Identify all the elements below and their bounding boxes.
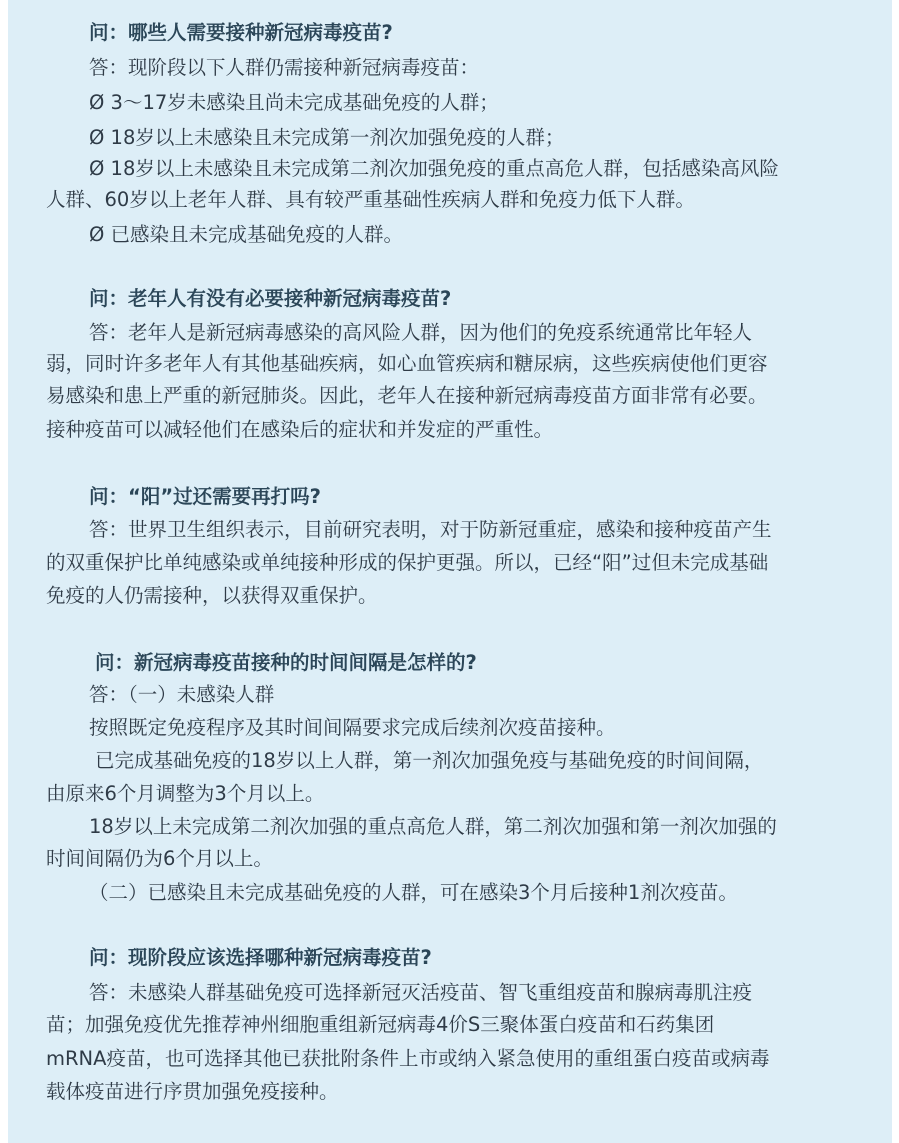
answer-2-line-4: 接种疫苗可以减轻他们在感染后的症状和并发症的严重性。 <box>46 418 554 441</box>
answer-2-line-2: 弱，同时许多老年人有其他基础疾病，如心血管疾病和糖尿病，这些疾病使他们更容 <box>46 352 768 375</box>
question-1: 问：哪些人需要接种新冠病毒疫苗? <box>89 21 393 44</box>
question-5: 问：现阶段应该选择哪种新冠病毒疫苗? <box>89 946 432 969</box>
answer-4-line-3: 已完成基础免疫的18岁以上人群，第一剂次加强免疫与基础免疫的时间间隔， <box>95 749 764 772</box>
answer-5-line-2: 苗；加强免疫优先推荐神州细胞重组新冠病毒4价S三聚体蛋白疫苗和石药集团 <box>46 1013 715 1036</box>
answer-5-line-4: 载体疫苗进行序贯加强免疫接种。 <box>46 1080 339 1103</box>
answer-5-line-1: 答：未感染人群基础免疫可选择新冠灭活疫苗、智飞重组疫苗和腺病毒肌注疫 <box>89 981 753 1004</box>
answer-3-line-3: 免疫的人仍需接种，以获得双重保护。 <box>46 584 378 607</box>
answer-1-line-1: 答：现阶段以下人群仍需接种新冠病毒疫苗： <box>89 56 480 79</box>
answer-4-line-1: 答：（一）未感染人群 <box>89 683 275 706</box>
answer-3-line-1: 答：世界卫生组织表示，目前研究表明，对于防新冠重症，感染和接种疫苗产生 <box>89 518 772 541</box>
answer-5-line-3: mRNA疫苗，也可选择其他已获批附条件上市或纳入紧急使用的重组蛋白疫苗或病毒 <box>46 1047 770 1070</box>
answer-1-line-3: Ø 18岁以上未感染且未完成第一剂次加强免疫的人群； <box>89 126 565 149</box>
answer-2-line-3: 易感染和患上严重的新冠肺炎。因此，老年人在接种新冠病毒疫苗方面非常有必要。 <box>46 384 768 407</box>
answer-1-line-2: Ø 3～17岁未感染且尚未完成基础免疫的人群； <box>89 91 499 114</box>
answer-4-line-5: 18岁以上未完成第二剂次加强的重点高危人群，第二剂次加强和第一剂次加强的 <box>89 815 777 838</box>
answer-4-line-6: 时间间隔仍为6个月以上。 <box>46 847 273 870</box>
answer-4-line-4: 由原来6个月调整为3个月以上。 <box>46 782 325 805</box>
answer-1-line-4: Ø 18岁以上未感染且未完成第二剂次加强免疫的重点高危人群，包括感染高风险 <box>89 157 779 180</box>
faq-panel <box>8 0 892 1143</box>
answer-2-line-1: 答：老年人是新冠病毒感染的高风险人群，因为他们的免疫系统通常比年轻人 <box>89 321 753 344</box>
question-2: 问：老年人有没有必要接种新冠病毒疫苗? <box>89 287 452 310</box>
answer-1-line-6: Ø 已感染且未完成基础免疫的人群。 <box>89 223 404 246</box>
answer-4-line-7: （二）已感染且未完成基础免疫的人群，可在感染3个月后接种1剂次疫苗。 <box>89 881 738 904</box>
answer-4-line-2: 按照既定免疫程序及其时间间隔要求完成后续剂次疫苗接种。 <box>89 716 616 739</box>
answer-3-line-2: 的双重保护比单纯感染或单纯接种形成的保护更强。所以，已经“阳”过但未完成基础 <box>46 551 769 574</box>
question-3: 问：“阳”过还需要再打吗? <box>89 485 321 508</box>
question-4: 问：新冠病毒疫苗接种的时间间隔是怎样的? <box>95 651 477 674</box>
answer-1-line-5: 人群、60岁以上老年人群、具有较严重基础性疾病人群和免疫力低下人群。 <box>46 188 695 211</box>
